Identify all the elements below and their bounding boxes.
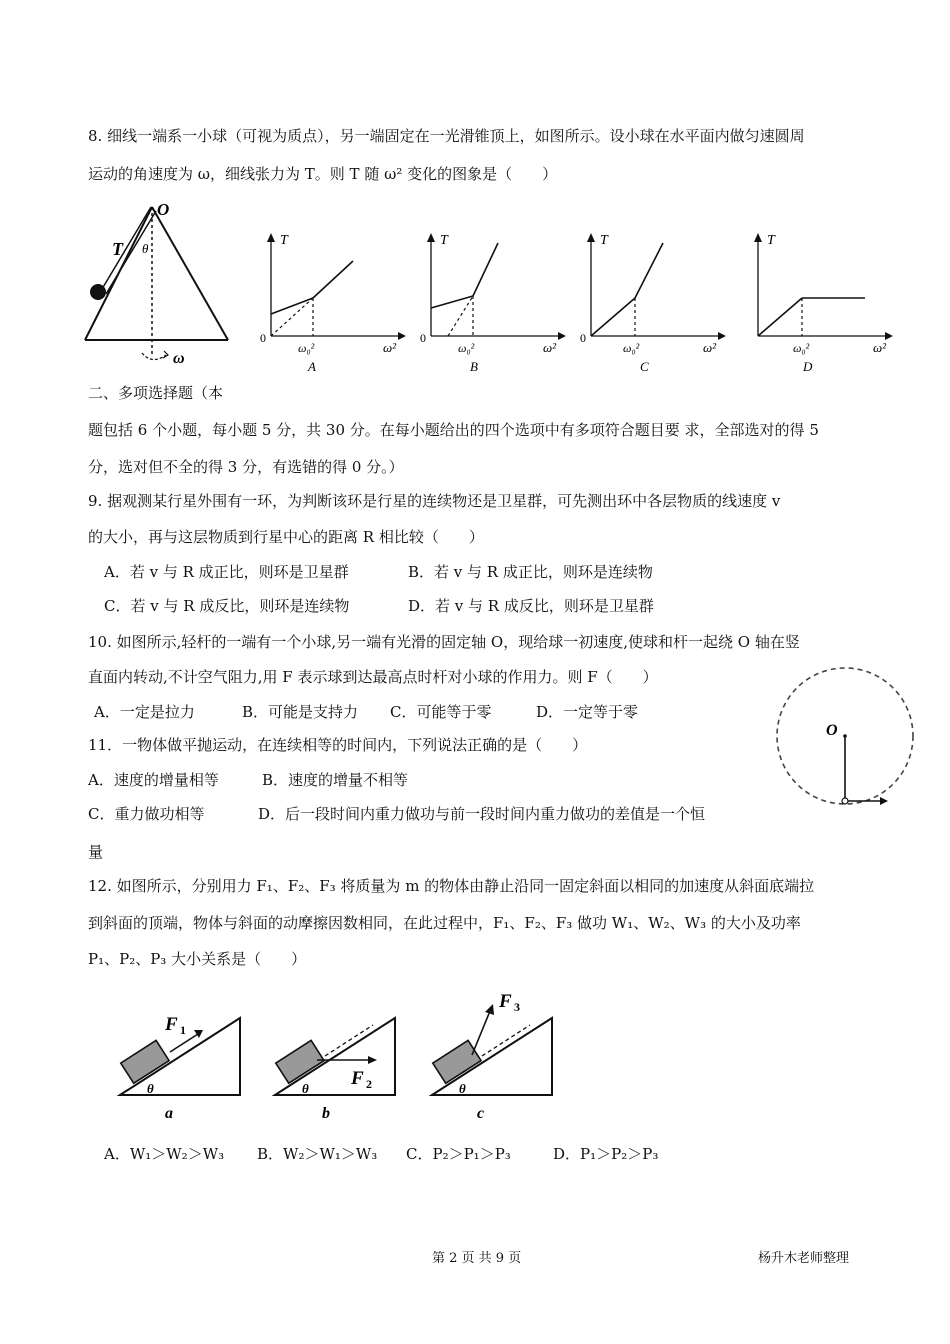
axis-label-t: T	[767, 233, 775, 248]
q8-cone-figure	[80, 195, 240, 370]
q8-graph-b	[418, 228, 568, 376]
q12-option-a: A．W₁＞W₂＞W₃	[104, 1145, 225, 1163]
section2-line2: 分，选对但不全的得 3 分，有选错的得 0 分。）	[88, 458, 404, 476]
arrow-right-icon	[880, 797, 888, 805]
axis-label-w2: ω²	[703, 340, 717, 355]
q12-incline-c	[422, 985, 562, 1125]
q10-option-d: D．一定等于零	[536, 703, 639, 721]
axis-label-w0: ω₀²	[793, 341, 810, 355]
section2-heading: 二、多项选择题（本	[88, 384, 224, 402]
cone-label-theta: θ	[142, 241, 149, 256]
force-label-f1-sub: 1	[180, 1023, 186, 1037]
axis-label-w0: ω₀²	[623, 341, 640, 355]
axis-label-w0: ω₀²	[298, 341, 315, 355]
q9-line2: 的大小，再与这层物质到行星中心的距离 R 相比较（ ）	[88, 528, 484, 546]
q11-option-b: B．速度的增量不相等	[262, 771, 409, 789]
q11-option-a: A．速度的增量相等	[88, 771, 219, 789]
q10-option-b: B．可能是支持力	[242, 703, 359, 721]
axis-label-w2: ω²	[383, 340, 397, 355]
section2-line1: 题包括 6 个小题，每小题 5 分，共 30 分。在每小题给出的四个选项中有多项符合题目要 求，全部选对的得 5	[88, 421, 819, 439]
q10-line2: 直面内转动,不计空气阻力,用 F 表示球到达最高点时杆对小球的作用力。则 F（ ）	[88, 668, 658, 686]
angle-label: θ	[459, 1081, 466, 1096]
graph-caption-d: D	[803, 359, 813, 374]
force-label-f2-sub: 2	[366, 1077, 372, 1091]
force-label-f3-sub: 3	[514, 1000, 520, 1014]
figure-caption-c: c	[477, 1105, 485, 1122]
q10-option-a: A．一定是拉力	[94, 703, 195, 721]
footer-author: 杨升木老师整理	[758, 1251, 850, 1266]
axis-origin: 0	[420, 331, 426, 345]
q10-line1: 10. 如图所示,轻杆的一端有一个小球,另一端有光滑的固定轴 O，现给球一初速度,使球和杆一起绕 O 轴在竖	[88, 633, 800, 651]
angle-label: θ	[302, 1081, 309, 1096]
q12-option-d: D．P₁＞P₂＞P₃	[553, 1145, 659, 1163]
angle-label: θ	[147, 1081, 154, 1096]
ball-icon	[90, 284, 106, 300]
q9-option-a: A．若 v 与 R 成正比，则环是卫星群	[104, 563, 349, 581]
q11-option-d: D．后一段时间内重力做功与前一段时间内重力做功的差值是一个恒	[258, 805, 706, 823]
q12-option-c: C．P₂＞P₁＞P₃	[406, 1145, 511, 1163]
q11-option-d-cont: 量	[88, 843, 104, 861]
figure-caption-b: b	[322, 1105, 330, 1122]
q12-option-b: B．W₂＞W₁＞W₃	[257, 1145, 378, 1163]
axis-label-w2: ω²	[543, 340, 557, 355]
q8-graph-a	[258, 228, 408, 376]
graph-caption-c: C	[640, 359, 649, 374]
q10-option-c: C．可能等于零	[390, 703, 492, 721]
q12-incline-a	[110, 1000, 250, 1125]
figure-caption-a: a	[165, 1105, 173, 1122]
q8-graph-d	[745, 228, 895, 376]
q9-option-d: D．若 v 与 R 成反比，则环是卫星群	[408, 597, 654, 615]
cone-label-t: T	[112, 239, 123, 259]
q8-graph-c	[578, 228, 728, 376]
footer-page-number: 第 2 页 共 9 页	[432, 1251, 522, 1266]
axis-label-t: T	[440, 233, 448, 248]
force-arrow-icon	[194, 1030, 203, 1038]
force-label-f3: F	[499, 991, 512, 1012]
q9-option-c: C．若 v 与 R 成反比，则环是连续物	[104, 597, 350, 615]
q8-line2: 运动的角速度为 ω，细线张力为 T。则 T 随 ω² 变化的图象是（ ）	[88, 165, 558, 183]
q12-line3: P₁、P₂、P₃ 大小关系是（ ）	[88, 950, 307, 968]
q10-circle-figure	[770, 662, 920, 812]
ball-icon	[842, 798, 848, 804]
cone-label-o: O	[157, 200, 170, 219]
axis-label-t: T	[280, 233, 288, 248]
q8-line1: 8. 细线一端系一小球（可视为质点），另一端固定在一光滑锥顶上，如图所示。设小球在水平面内做匀速圆周	[88, 127, 805, 145]
q12-line2: 到斜面的顶端，物体与斜面的动摩擦因数相同，在此过程中，F₁、F₂、F₃ 做功 W₁、W₂、W₃ 的大小及功率	[88, 914, 801, 932]
force-arrow-icon	[485, 1004, 494, 1015]
cone-label-omega: ω	[173, 350, 185, 367]
q12-line1: 12. 如图所示，分别用力 F₁、F₂、F₃ 将质量为 m 的物体由静止沿同一固定斜面以相同的加速度从斜面底端拉	[88, 877, 815, 895]
q11-option-c: C．重力做功相等	[88, 805, 205, 823]
force-label-f2: F	[351, 1068, 364, 1089]
circle-label-o: O	[826, 722, 838, 739]
force-label-f1: F	[165, 1014, 178, 1035]
graph-caption-a: A	[308, 359, 316, 374]
q9-line1: 9. 据观测某行星外围有一环，为判断该环是行星的连续物还是卫星群，可先测出环中各层物质的线速度 v	[88, 492, 781, 510]
q11-line1: 11．一物体做平抛运动，在连续相等的时间内，下列说法正确的是（ ）	[88, 736, 588, 754]
axis-label-w0: ω₀²	[458, 341, 475, 355]
axis-label-t: T	[600, 233, 608, 248]
axis-origin: 0	[260, 331, 266, 345]
axis-origin: 0	[580, 331, 586, 345]
axis-label-w2: ω²	[873, 340, 887, 355]
q9-option-b: B．若 v 与 R 成正比，则环是连续物	[408, 563, 653, 581]
graph-caption-b: B	[470, 359, 478, 374]
q12-incline-b	[265, 1000, 405, 1125]
